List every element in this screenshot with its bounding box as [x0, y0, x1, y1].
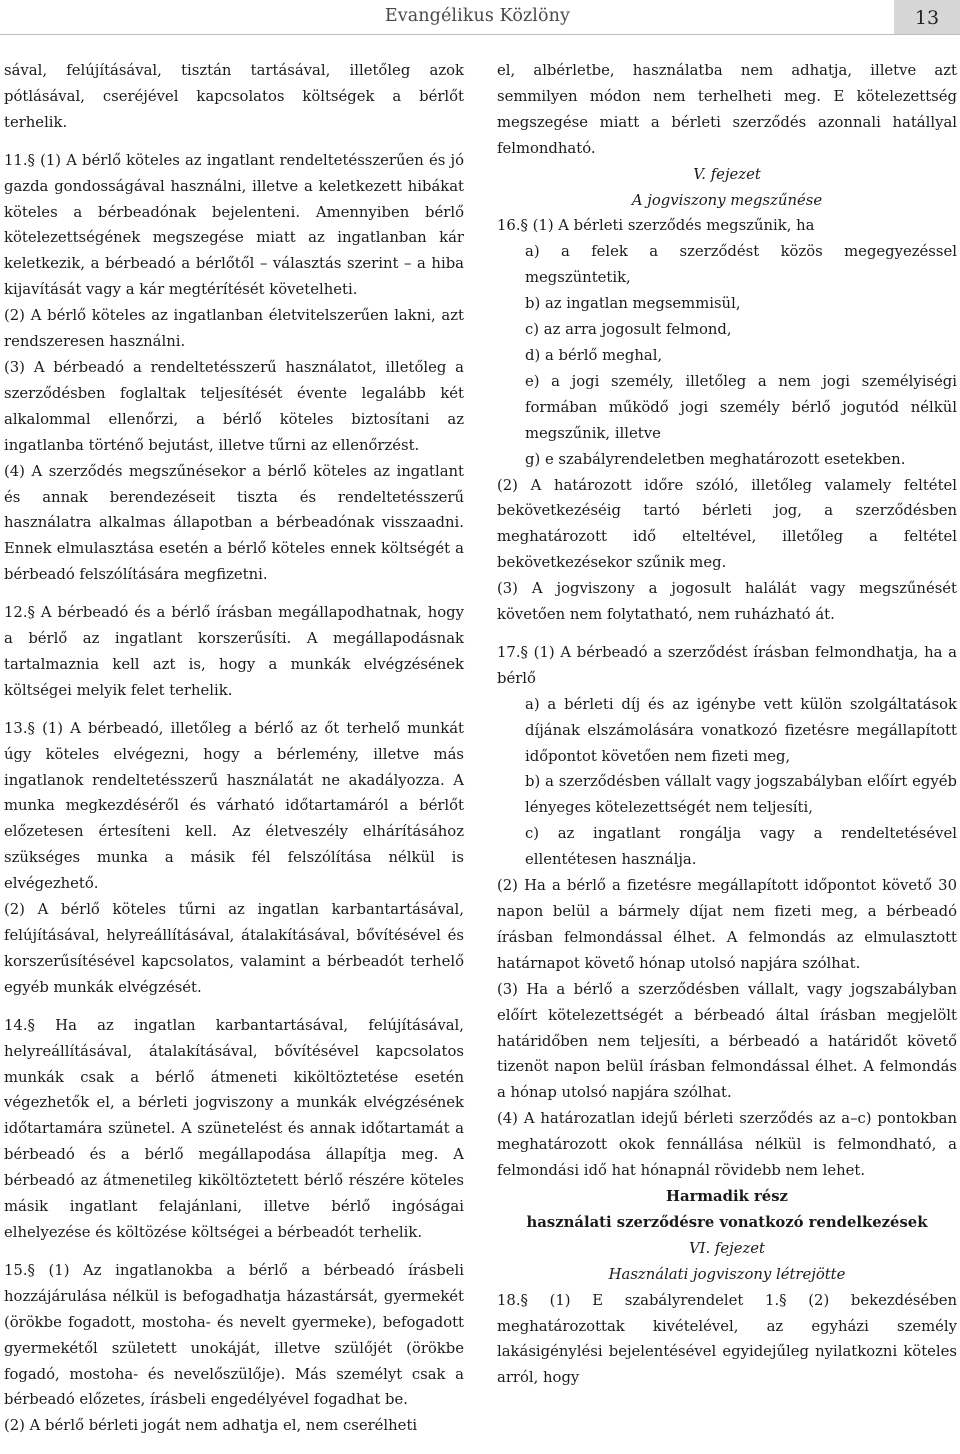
section-18-paragraph-1: 18.§ (1) E szabályrendelet 1.§ (2) bekezdésében meghatározottak kivételével, az egyházi személy lakásigénylési bejelentésével egyidejűleg nyilatkozni köteles arról, hogy	[497, 1291, 957, 1387]
chapter-title: Használati jogviszony létrejötte	[608, 1265, 846, 1283]
section-17-paragraph-3: (3) Ha a bérlő a szerződésben vállalt, vagy jogszabályban előírt kötelezettségét a bérbeadó által írásban megjelölt határidőben nem teljesíti, a bérbeadó a határidőt követő tizenöt napon belül írásban felmondással élhet. A felmondás a hónap utolsó napjára szólhat.	[497, 980, 957, 1102]
list-item: b) a szerződésben vállalt vagy jogszabályban előírt egyéb lényeges kötelezettségét nem teljesíti,	[525, 773, 957, 817]
paragraph: el, albérletbe, használatba nem adhatja, illetve azt semmilyen módon nem terhelheti meg. E kötelezettség megszegése miatt a bérleti szerződés azonnali hatállyal felmondható.	[497, 62, 957, 157]
section-16-paragraph-2: (2) A határozott időre szóló, illetőleg valamely feltétel bekövetkezéséig tartó bérleti jog, a szerződésben meghatározott idő elteltével, illetőleg a feltétel bekövetkezésekor szűnik meg.	[497, 476, 957, 572]
list-item: a) a bérleti díj és az igénybe vett külön szolgáltatások díjának elszámolására vonatkozó fizetésre megállapított időpontot követően nem fizeti meg,	[525, 695, 957, 765]
section-11-paragraph-1: 11.§ (1) A bérlő köteles az ingatlant rendeltetésszerűen és jó gazda gondosságával használni, illetve a keletkezett hibákat köteles a bérbeadónak bejelenteni. Amennyiben bérlő kötelezettségének megszegése miatt az ingatlanban kár keletkezik, a bérbeadó a bérlőtől – választás szerint – a hiba kijavítását vagy a kár megtérítését követelheti.	[4, 151, 464, 299]
section-16-paragraph-3: (3) A jogviszony a jogosult halálát vagy megszűnését követően nem folytatható, nem ruházható át.	[497, 580, 957, 624]
section-12-paragraph: 12.§ A bérbeadó és a bérlő írásban megállapodhatnak, hogy a bérlő az ingatlant korszerűsíti. A megállapodásnak tartalmaznia kell azt is, hogy a munkák elvégzésének költségei melyik felet terhelik.	[4, 604, 464, 699]
chapter-title: A jogviszony megszűnése	[631, 191, 823, 209]
section-17-paragraph-4: (4) A határozatlan idejű bérleti szerződés az a–c) pontokban meghatározott okok fennállása nélkül is felmondható, a felmondási idő hat hónapnál rövidebb nem lehet.	[497, 1110, 957, 1180]
list-item: c) az arra jogosult felmond,	[525, 321, 732, 339]
section-15-paragraph-1: 15.§ (1) Az ingatlanokba a bérlő a bérbeadó írásbeli hozzájárulása nélkül is befogadhatja házastársát, gyermekét (örökbe fogadott, mostoha- és nevelt gyermeke), befogadott gyermekétől született unokáját, illetve szülőjét (örökbe fogadó, mostoha- és nevelőszülője). Más személyt csak a bérbeadó előzetes, írásbeli engedélyével fogadhat be.	[4, 1261, 464, 1409]
journal-title: Evangélikus Közlöny	[384, 6, 570, 26]
chapter-number: VI. fejezet	[688, 1239, 765, 1257]
list-item: c) az ingatlant rongálja vagy a rendeltetésével ellentétesen használja.	[525, 825, 957, 869]
section-11-paragraph-4: (4) A szerződés megszűnésekor a bérlő köteles az ingatlant és annak berendezéseit tiszta és rendeltetésszerű használatra alkalmas állapotban a bérbeadónak visszaadni. Ennek elmulasztása esetén a bérlő köteles ennek költségét a bérbeadó felszólítására megfizetni.	[4, 462, 464, 584]
list-item: e) a jogi személy, illetőleg a nem jogi személyiségi formában működő jogi személy bérlő jogutód nélkül megszűnik, illetve	[525, 372, 957, 442]
part-title: Harmadik rész	[666, 1187, 788, 1205]
section-13-paragraph-1: 13.§ (1) A bérbeadó, illetőleg a bérlő az őt terhelő munkát úgy köteles elvégezni, hogy a bérlemény, illetve más ingatlanok rendeltetésszerű használatát ne akadályozza. A munka megkezdéséről és várható időtartamáról a bérlőt előzetesen értesíteni kell. Az életveszély elhárításához szükséges munka a másik fél felszólítása nélkül is elvégezhető.	[4, 719, 464, 893]
part-subtitle: használati szerződésre vonatkozó rendelkezések	[526, 1213, 928, 1231]
paragraph: sával, felújításával, tisztán tartásával, illetőleg azok pótlásával, cseréjével kapcsolatos költségek a bérlőt terhelik.	[4, 62, 464, 131]
section-17-paragraph-2: (2) Ha a bérlő a fizetésre megállapított időpontot követő 30 napon belül a bármely díjat nem fizeti meg, a bérbeadó írásban felmondással élhet. A felmondás az elmulasztott határnapot követő hónap utolsó napjára szólhat.	[497, 877, 957, 972]
section-15-paragraph-2: (2) A bérlő bérleti jogát nem adhatja el, nem cserélheti	[4, 1417, 418, 1435]
section-14-paragraph: 14.§ Ha az ingatlan karbantartásával, felújításával, helyreállításával, átalakításával, bővítésével kapcsolatos munkák csak a bérlő átmeneti kiköltöztetése esetén végezhetők el, a bérleti jogviszony a munkák elvégzésének időtartamára szünetel. A szünetelést és annak időtartamát a bérbeadó és a bérlő megállapodása állapítja meg. A bérbeadó az átmenetileg kiköltöztetett bérlő részére köteles másik ingatlant felajánlani, illetve bérlő ingóságai elhelyezése és költözése költségei a bérbeadót terhelik.	[4, 1016, 464, 1241]
section-11-paragraph-3: (3) A bérbeadó a rendeltetésszerű használatot, illetőleg a szerződésben foglaltak teljesítését évente legalább két alkalommal ellenőrzi, a bérlő köteles biztosítani az ingatlanba történő bejutást, illetve tűrni az ellenőrzést.	[4, 358, 464, 454]
list-item: a) a felek a szerződést közös megegyezéssel megszüntetik,	[525, 243, 957, 287]
right-column	[497, 58, 957, 1391]
list-item: b) az ingatlan megsemmisül,	[525, 295, 741, 313]
section-11-paragraph-2: (2) A bérlő köteles az ingatlanban életvitelszerűen lakni, azt rendszeresen használni.	[4, 307, 464, 351]
list-item: g) e szabályrendeletben meghatározott esetekben.	[525, 450, 906, 468]
section-13-paragraph-2: (2) A bérlő köteles tűrni az ingatlan karbantartásával, felújításával, helyreállításával, átalakításával, bővítésével és korszerűsítésével kapcsolatos, valamint a bérbeadót terhelő egyéb munkák elvégzését.	[4, 901, 464, 996]
left-column	[4, 58, 464, 1439]
page-header	[0, 0, 960, 34]
list-item: d) a bérlő meghal,	[525, 346, 663, 364]
section-17-paragraph-1: 17.§ (1) A bérbeadó a szerződést írásban felmondhatja, ha a bérlő	[497, 643, 957, 687]
section-16-paragraph-1: 16.§ (1) A bérleti szerződés megszűnik, ha	[497, 217, 815, 235]
page-number-badge: 13	[894, 0, 960, 34]
chapter-number: V. fejezet	[693, 165, 761, 183]
header-divider	[0, 34, 960, 35]
